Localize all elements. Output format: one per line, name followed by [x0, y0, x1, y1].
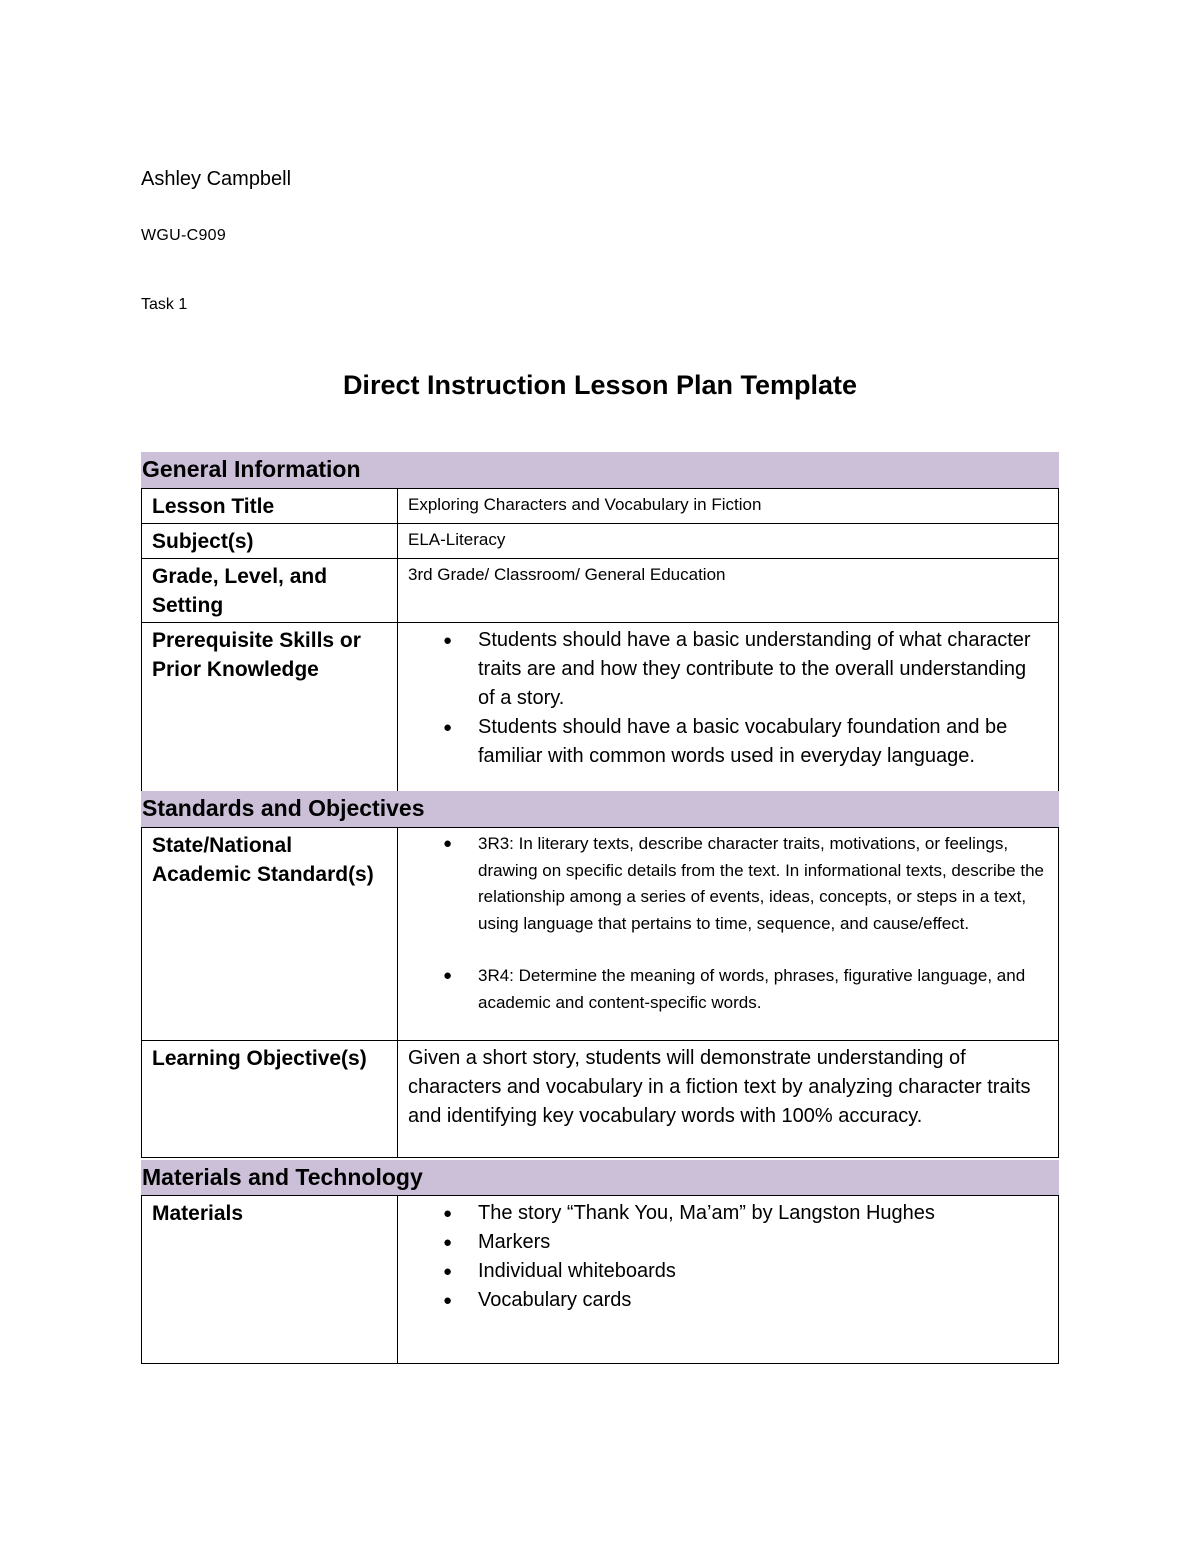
list-item: ● The story “Thank You, Ma’am” by Langston Hughes — [478, 1199, 1048, 1228]
table-row — [142, 489, 1059, 524]
prereq-list — [408, 626, 1048, 771]
standards-list — [408, 831, 1048, 1016]
course-code: WGU-C909 — [141, 227, 227, 244]
list-item: ● Individual whiteboards — [478, 1257, 1048, 1286]
row-label: Learning Objective(s) — [142, 1041, 398, 1158]
subjects-value: ELA-Literacy — [398, 524, 1059, 559]
section-heading-general: General Information — [141, 452, 1059, 488]
table-row — [142, 828, 1059, 1041]
materials-value — [398, 1196, 1059, 1364]
table-row — [142, 1196, 1059, 1364]
row-label: Grade, Level, and Setting — [142, 559, 398, 623]
materials-table — [141, 1195, 1059, 1364]
list-item: ● Markers — [478, 1228, 1048, 1257]
row-label: Subject(s) — [142, 524, 398, 559]
general-info-table — [141, 488, 1059, 794]
list-item: ● 3R3: In literary texts, describe character traits, motivations, or feelings, drawing on specific details from the text. In informational texts, describe the relationship among a series of events, ideas, concepts, or steps in a text, using language that pertains to time, sequence, and cause/effect. — [478, 831, 1048, 937]
table-row — [142, 559, 1059, 623]
author-name: Ashley Campbell — [141, 168, 292, 190]
section-heading-materials: Materials and Technology — [141, 1160, 1059, 1196]
lesson-title-value: Exploring Characters and Vocabulary in Fiction — [398, 489, 1059, 524]
list-item: ● Students should have a basic understanding of what character traits are and how they contribute to the overall understanding of a story. — [478, 626, 1048, 713]
task-label: Task 1 — [141, 296, 188, 313]
section-heading-standards: Standards and Objectives — [141, 791, 1059, 827]
row-label: Materials — [142, 1196, 398, 1364]
objectives-value: Given a short story, students will demonstrate understanding of characters and vocabulary in a fiction text by analyzing character traits and identifying key vocabulary words with 100% accuracy. — [398, 1041, 1059, 1158]
table-row — [142, 524, 1059, 559]
table-row — [142, 623, 1059, 794]
row-label: State/National Academic Standard(s) — [142, 828, 398, 1041]
list-item: ● 3R4: Determine the meaning of words, phrases, figurative language, and academic and content-specific words. — [478, 963, 1048, 1016]
list-item: ● Students should have a basic vocabulary foundation and be familiar with common words used in everyday language. — [478, 713, 1048, 771]
standards-table — [141, 827, 1059, 1158]
row-label: Prerequisite Skills or Prior Knowledge — [142, 623, 398, 794]
list-item: ● Vocabulary cards — [478, 1286, 1048, 1315]
prereq-value — [398, 623, 1059, 794]
grade-value: 3rd Grade/ Classroom/ General Education — [398, 559, 1059, 623]
document-title: Direct Instruction Lesson Plan Template — [342, 370, 858, 400]
row-label: Lesson Title — [142, 489, 398, 524]
standards-value — [398, 828, 1059, 1041]
materials-list — [408, 1199, 1048, 1315]
table-row — [142, 1041, 1059, 1158]
